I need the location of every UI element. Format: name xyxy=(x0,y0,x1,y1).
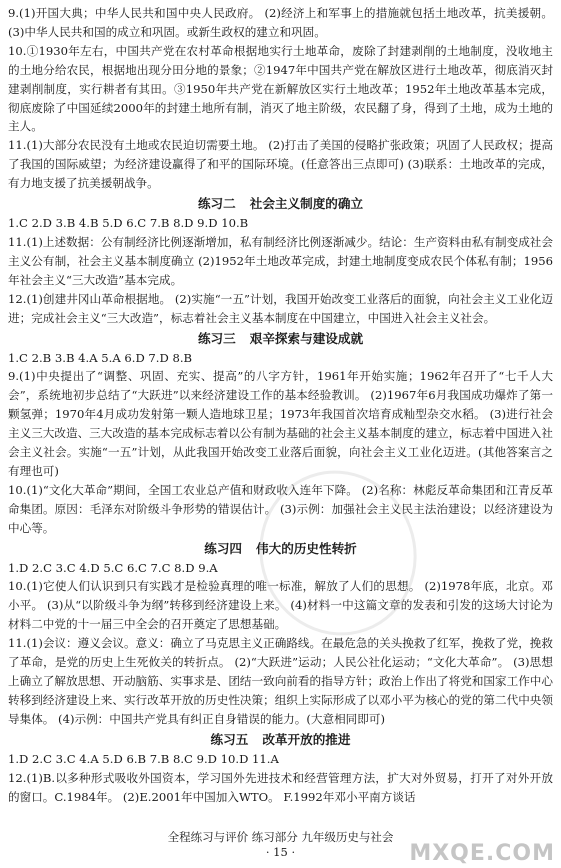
answer-4-q10: 10.(1)它使人们认识到只有实践才是检验真理的唯一标准，解放了人们的思想。 (2)1978年底，北京。邓小平。 (3)从“以阶级斗争为纲”转移到经济建设上来。 (4)材料一中这篇文章的发表和引发的这场大讨论为材料二中党的十一届三中全会的召开奠定了思想基础。 xyxy=(8,579,553,632)
page-number: · 15 · xyxy=(265,845,296,859)
answer-q11: 11.(1)大部分农民没有土地或农民迫切需要土地。 (2)打击了美国的侵略扩张政策；巩固了人民政权；提高了我国的国际威望；为经济建设赢得了和平的国际环境。(任意答出三点即可) (3)联系：土地改革的完成，有力地支援了抗美援朝战争。 xyxy=(8,138,553,191)
answer-3-q9: 9.(1)中央提出了“调整、巩固、充实、提高”的八字方针，1961年开始实施；1962年召开了“七千人大会”，系统地初步总结了“大跃进”以来经济建设工作的基本经验教训。 (2)1967年6月我国成功爆炸了第一颗氢弹；1970年4月成功发射第一颗人造地球卫星；1973年我国首次培育成籼型杂交水稻。 (3)进行社会主义三大改造、三大改造的基本完成标志着以公有制为基础的社会主义基本制度的建立，标志着中国进入社会主义社会。实施“一五”计划，从此我国开始改变工业落后面貌，向社会主义工业化迈进。(其他答案言之有理也可) xyxy=(8,369,553,478)
answer-3-q10: 10.(1)“文化大革命”期间，全国工农业总产值和财政收入连年下降。 (2)名称：林彪反革命集团和江青反革命集团。原因：毛泽东对阶级斗争形势的错误估计。 (3)示例：加强社会主义民主法治建设；以经济建设为中心等。 xyxy=(8,482,553,535)
answer-5-q12: 12.(1)B.以多种形式吸收外国资本，学习国外先进技术和经营管理方法，扩大对外贸易，打开了对外开放的窗口。C.1984年。 (2)E.2001年中国加入WTO。 F.1992年邓小平南方谈话 xyxy=(8,770,553,804)
choice-answers-4: 1.D 2.C 3.C 4.D 5.C 6.C 7.C 8.D 9.A xyxy=(8,560,218,575)
answer-q9: 9.(1)开国大典；中华人民共和国中央人民政府。 (2)经济上和军事上的措施就包括土地改革，抗美援朝。 (3)中华人民共和国的成立和巩固。或新生政权的建立和巩固。 xyxy=(8,6,553,39)
book-title: 全程练习与评价 练习部分 九年级历史与社会 xyxy=(167,830,394,844)
choice-answers-5: 1.D 2.C 3.C 4.A 5.D 6.B 7.B 8.C 9.D 10.D 11.A xyxy=(8,751,279,766)
section-heading-5: 练习五 改革开放的推进 xyxy=(210,731,351,747)
answer-page xyxy=(8,4,553,806)
choice-answers-3: 1.C 2.B 3.B 4.A 5.A 6.D 7.D 8.B xyxy=(8,350,193,365)
answer-q10: 10.①1930年左右，中国共产党在农村革命根据地实行土地革命，废除了封建剥削的土地制度，没收地主的土地分给农民，根据地出现分田分地的景象；②1947年中国共产党在解放区进行土地改革，彻底消灭封建剥削制度，实行耕者有其田。③1950年共产党在新解放区实行土地改革；1952年土地改革基本完成，彻底废除了中国延续2000年的封建土地所有制，消灭了地主阶级，农民翻了身，得到了土地，成为土地的主人。 xyxy=(8,43,553,134)
choice-answers-2: 1.C 2.D 3.B 4.B 5.D 6.C 7.B 8.D 9.D 10.B xyxy=(8,216,249,231)
answer-4-q11: 11.(1)会议：遵义会议。意义：确立了马克思主义正确路线。在最危急的关头挽救了红军，挽救了党，挽救了革命，是党的历史上生死攸关的转折点。 (2)“大跃进”运动；人民公社化运动；“文化大革命”。 (3)思想上确立了解放思想、开动脑筋、实事求是、团结一致向前看的指导方针；政治上作出了将党和国家工作中心转移到经济建设上来、实行改革开放的历史性决策；组织上实际形成了以邓小平为核心的党的第二代中央领导集体。 (4)示例：中国共产党具有纠正自身错误的能力。(大意相同即可) xyxy=(8,636,553,726)
section-heading-4: 练习四 伟大的历史性转折 xyxy=(204,540,357,556)
answer-2-q12: 12.(1)创建井冈山革命根据地。 (2)实施“一五”计划，我国开始改变工业落后的面貌，向社会主义工业化迈进；完成社会主义“三大改造”，标志着社会主义基本制度在中国建立，中国进入社会主义社会。 xyxy=(8,291,553,325)
site-watermark: MXQE.COM xyxy=(409,841,555,866)
section-heading-2: 练习二 社会主义制度的确立 xyxy=(197,196,364,212)
answer-2-q11: 11.(1)上述数据：公有制经济比例逐渐增加，私有制经济比例逐渐减少。结论：生产资料由私有制变成社会主义公有制，社会主义基本制度确立 (2)1952年土地改革完成，封建土地制度变成农民个体私有制；1956年社会主义“三大改造”基本完成。 xyxy=(8,234,553,287)
section-heading-3: 练习三 艰辛探索与建设成就 xyxy=(197,330,364,346)
